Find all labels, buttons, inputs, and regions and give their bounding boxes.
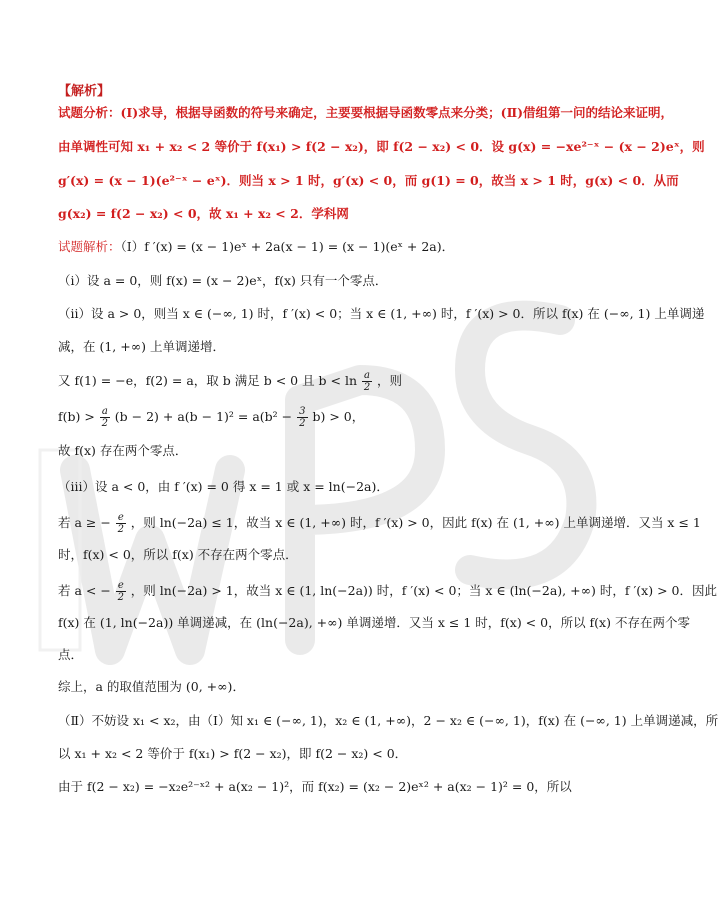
solution-line-16: 以 x₁ + x₂ < 2 等价于 f(x₁) > f(2 − x₂)，即 f(2 − x₂) < 0． — [58, 746, 408, 761]
solution-6c: b) > 0， — [312, 409, 365, 424]
solution-line-15: （Ⅱ）不妨设 x₁ < x₂，由（Ⅰ）知 x₁ ∈ (−∞, 1)，x₂ ∈ (1, +∞)，2 − x₂ ∈ (−∞, 1)，f(x) 在 (−∞, 1) 上单调递减，所 — [58, 713, 718, 728]
solution-line-12: f(x) 在 (1, ln(−2a)) 单调递减，在 (ln(−2a), +∞) 单调递增．又当 x ≤ 1 时，f(x) < 0，所以 f(x) 不存在两个零 — [58, 615, 690, 630]
solution-11a: 若 a < − — [58, 583, 111, 598]
fraction-a-over-2 — [362, 370, 372, 393]
frac-top: e — [117, 512, 124, 523]
solution-6b: (b − 2) + a(b − 1)² = a(b² − — [114, 409, 293, 424]
solution-line-4: 减，在 (1, +∞) 上单调递增． — [58, 339, 225, 354]
solution-11b: ，则 ln(−2a) > 1，故当 x ∈ (1, ln(−2a)) 时，f ′(x) < 0；当 x ∈ (ln(−2a), +∞) 时，f ′(x) > 0．因此 — [130, 583, 717, 598]
fraction-e-over-2 — [116, 512, 126, 535]
frac-bottom: 2 — [299, 418, 306, 429]
solution-line-10: 时，f(x) < 0，所以 f(x) 不存在两个零点． — [58, 547, 298, 562]
solution-line-11 — [58, 580, 717, 603]
solution-line-17: 由于 f(2 − x₂) = −x₂e²⁻ˣ² + a(x₂ − 1)²，而 f(x₂) = (x₂ − 2)eˣ² + a(x₂ − 1)² = 0，所以 — [58, 779, 572, 794]
frac-top: 3 — [299, 406, 306, 417]
analysis-line-3: g′(x) = (x − 1)(e²⁻ˣ − eˣ)．则当 x > 1 时，g′(x) < 0，而 g(1) = 0，故当 x > 1 时，g(x) < 0．从而 — [58, 173, 679, 188]
solution-line-9 — [58, 512, 701, 535]
fraction-3-over-2 — [297, 406, 307, 429]
solution-9b: ，则 ln(−2a) ≤ 1，故当 x ∈ (1, +∞) 时，f ′(x) > 0，因此 f(x) 在 (1, +∞) 上单调递增．又当 x ≤ 1 — [130, 515, 701, 530]
frac-bottom: 2 — [117, 592, 124, 603]
solution-part-1: （Ⅰ）f ′(x) = (x − 1)eˣ + 2a(x − 1) = (x − 1)(eˣ + 2a)． — [120, 239, 455, 254]
solution-line-14: 综上，a 的取值范围为 (0, +∞)． — [58, 679, 245, 694]
solution-line-6 — [58, 406, 600, 429]
solution-line-7: 故 f(x) 存在两个零点． — [58, 443, 188, 458]
solution-6a: f(b) > — [58, 409, 95, 424]
solution-line-2: （i）设 a = 0，则 f(x) = (x − 2)eˣ，f(x) 只有一个零点． — [58, 273, 388, 288]
frac-bottom: 2 — [117, 524, 124, 535]
solution-line-3: （ii）设 a > 0，则当 x ∈ (−∞, 1) 时，f ′(x) < 0；当 x ∈ (1, +∞) 时，f ′(x) > 0．所以 f(x) 在 (−∞, 1) 上单调递 — [58, 306, 705, 321]
solution-line-8: （iii）设 a < 0，由 f ′(x) = 0 得 x = 1 或 x = ln(−2a)． — [58, 479, 389, 494]
solution-line-5 — [58, 370, 600, 393]
solution-line-1 — [58, 238, 600, 256]
frac-top: a — [101, 406, 108, 417]
section-tag: 【解析】 — [58, 84, 111, 99]
solution-9a: 若 a ≥ − — [58, 515, 111, 530]
frac-top: e — [117, 580, 124, 591]
fraction-e-over-2 — [116, 580, 126, 603]
solution-5a: 又 f(1) = −e，f(2) = a，取 b 满足 b < 0 且 b < ln — [58, 373, 358, 388]
solution-line-13: 点． — [58, 647, 84, 662]
frac-bottom: 2 — [363, 382, 371, 393]
solution-label: 试题解析： — [58, 239, 121, 254]
analysis-line-1: 试题分析：(Ⅰ)求导，根据导函数的符号来确定，主要要根据导函数零点来分类；(Ⅱ)借组第一问的结论来证明， — [58, 105, 674, 120]
analysis-line-2: 由单调性可知 x₁ + x₂ < 2 等价于 f(x₁) > f(2 − x₂)，即 f(2 − x₂) < 0．设 g(x) = −xe²⁻ˣ − (x − 2)eˣ，则 — [58, 139, 705, 154]
frac-bottom: 2 — [101, 418, 108, 429]
fraction-a-over-2 — [100, 406, 110, 429]
analysis-line-4: g(x₂) = f(2 − x₂) < 0，故 x₁ + x₂ < 2．学科网 — [58, 206, 349, 221]
frac-top: a — [364, 370, 370, 381]
solution-5b: ，则 — [376, 373, 402, 388]
